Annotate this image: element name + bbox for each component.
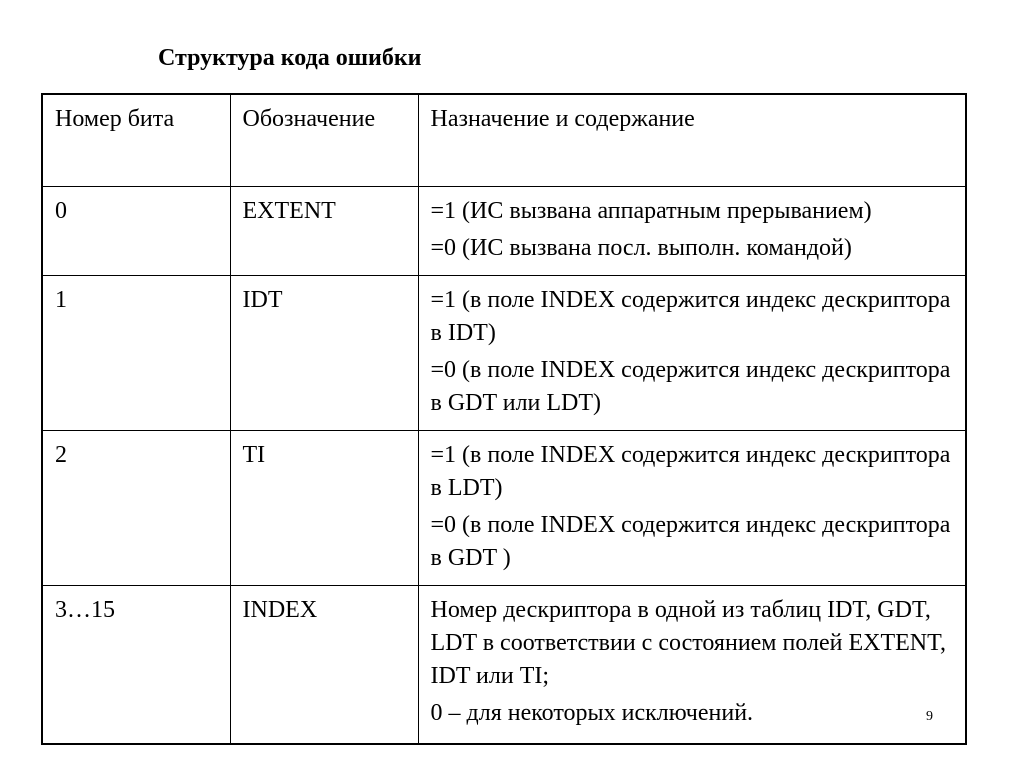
description-line: =1 (в поле INDEX содержится индекс дескриптора в IDT) bbox=[430, 287, 951, 346]
description-line: =1 (в поле INDEX содержится индекс дескриптора в LDT) bbox=[430, 442, 951, 501]
header-purpose: Назначение и содержание bbox=[418, 94, 966, 187]
table-row bbox=[42, 586, 966, 745]
description-line: =0 (в поле INDEX содержится индекс дескриптора в GDT или LDT) bbox=[430, 357, 951, 416]
table-row bbox=[42, 187, 966, 276]
header-bit-number: Номер бита bbox=[42, 94, 230, 187]
slide-title: Структура кода ошибки bbox=[158, 45, 422, 71]
cell-description bbox=[418, 187, 966, 276]
cell-bit: 3…15 bbox=[42, 586, 230, 745]
cell-bit: 1 bbox=[42, 276, 230, 431]
header-designation: Обозначение bbox=[230, 94, 418, 187]
cell-description bbox=[418, 586, 966, 745]
cell-description bbox=[418, 276, 966, 431]
description-line: Номер дескриптора в одной из таблиц IDT, GDT, LDT в соответствии с состоянием полей EXTENT, IDT или TI; bbox=[430, 597, 947, 689]
description-line: =0 (в поле INDEX содержится индекс дескриптора в GDT ) bbox=[430, 512, 951, 571]
cell-description bbox=[418, 431, 966, 586]
cell-name: IDT bbox=[230, 276, 418, 431]
cell-bit: 0 bbox=[42, 187, 230, 276]
cell-name: INDEX bbox=[230, 586, 418, 745]
table-row bbox=[42, 276, 966, 431]
cell-bit: 2 bbox=[42, 431, 230, 586]
description-line: 0 – для некоторых исключений. bbox=[430, 700, 754, 726]
description-line: =0 (ИС вызвана посл. выполн. командой) bbox=[430, 235, 852, 261]
cell-name: TI bbox=[230, 431, 418, 586]
error-code-table bbox=[41, 93, 967, 745]
description-line: =1 (ИС вызвана аппаратным прерыванием) bbox=[430, 198, 872, 224]
table-row bbox=[42, 431, 966, 586]
cell-name: EXTENT bbox=[230, 187, 418, 276]
page-number: 9 bbox=[926, 709, 933, 724]
table-header-row bbox=[42, 94, 966, 187]
